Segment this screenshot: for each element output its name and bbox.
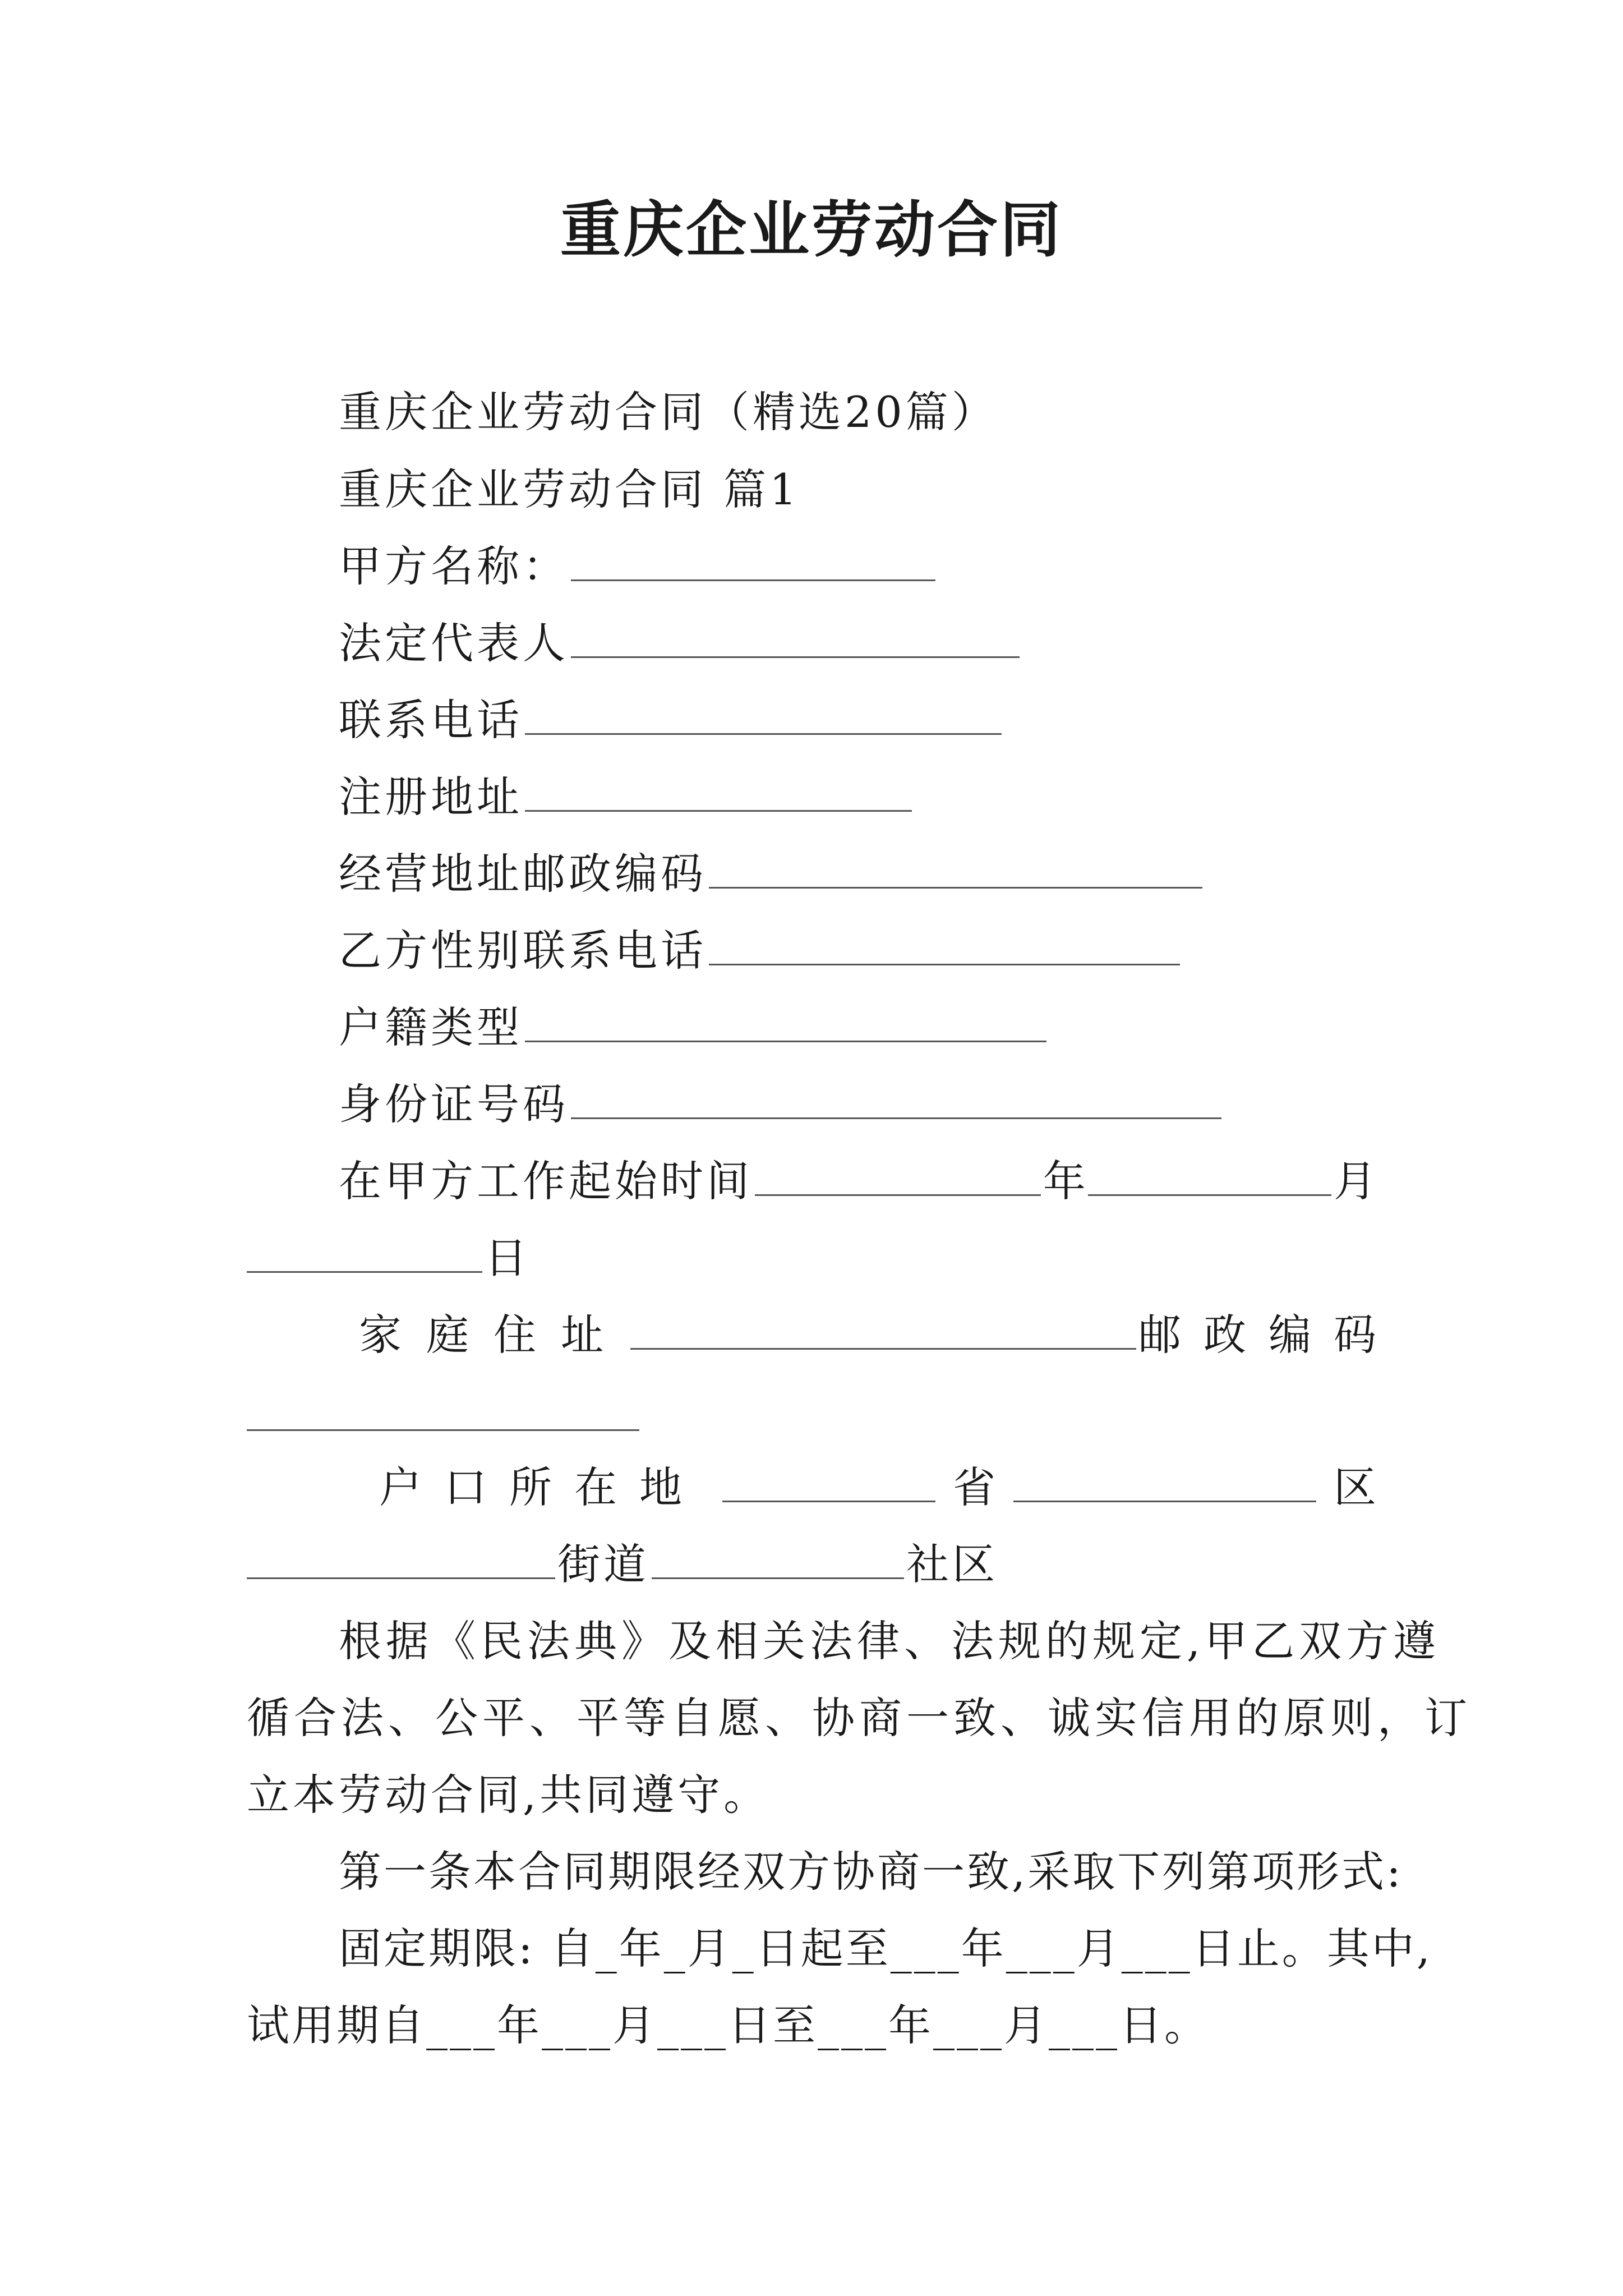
blank-line: [247, 1397, 639, 1431]
blank-line: [652, 1545, 904, 1579]
blank-line: [630, 1315, 1136, 1350]
blank-line: [571, 547, 935, 581]
blank-line: [1013, 1468, 1316, 1502]
blank-line: [525, 777, 912, 812]
field-zip-blank: [247, 1386, 642, 1447]
article-1: 第一条本合同期限经双方协商一致,采取下列第项形式:: [339, 1847, 1403, 1897]
field-start-time: [339, 1151, 1376, 1212]
field-label: 家庭住址: [359, 1310, 628, 1360]
probation-line: 试用期自___年___月___日至___年___月___日。: [247, 2000, 1209, 2050]
month-label: 月: [1334, 1156, 1376, 1206]
blank-line: [247, 1545, 555, 1579]
field-label: 户籍类型: [339, 1002, 523, 1052]
blank-line: [1088, 1162, 1331, 1196]
document-subtitle: 重庆企业劳动合同（精选20篇）: [339, 387, 998, 437]
zip-label: 邮政编码: [1138, 1310, 1399, 1360]
field-label: 联系电话: [339, 695, 523, 745]
field-label: 户口所在地: [379, 1462, 704, 1512]
year-label: 年: [1043, 1156, 1086, 1206]
field-biz-address-zip: [339, 843, 1205, 905]
province-label: 省: [953, 1462, 995, 1512]
field-home-address: [359, 1304, 1399, 1366]
section-heading: 重庆企业劳动合同 篇1: [339, 464, 800, 514]
field-reg-address: [339, 766, 914, 828]
blank-line: [525, 1008, 1046, 1042]
paragraph-intro-line: 循合法、公平、平等自愿、协商一致、诚实信用的原则，订: [247, 1693, 1472, 1743]
field-label: 法定代表人: [339, 618, 569, 668]
day-label: 日: [485, 1233, 531, 1283]
fixed-term-line: 固定期限: 自_年_月_日起至___年___月___日止。其中,: [339, 1924, 1432, 1973]
blank-line: [571, 624, 1020, 658]
field-label: 经营地址邮政编码: [339, 849, 707, 899]
community-label: 社区: [906, 1539, 998, 1589]
field-label: 在甲方工作起始时间: [339, 1156, 753, 1206]
paragraph-intro-line: 立本劳动合同,共同遵守。: [247, 1770, 770, 1820]
blank-line: [755, 1162, 1041, 1196]
blank-line: [571, 1085, 1221, 1119]
blank-line: [709, 854, 1202, 889]
field-legal-rep: [339, 613, 1022, 674]
field-party-b-gender-phone: [339, 920, 1182, 982]
blank-line: [722, 1468, 935, 1502]
document-title: 重庆企业劳动合同: [560, 195, 1063, 265]
field-hukou-type: [339, 997, 1049, 1059]
field-hukou-location: [379, 1457, 1376, 1519]
blank-line: [247, 1239, 482, 1273]
field-id-number: [339, 1074, 1224, 1135]
district-label: 区: [1334, 1462, 1376, 1512]
field-label: 身份证号码: [339, 1079, 569, 1129]
paragraph-intro-line: 根据《民法典》及相关法律、法规的规定,甲乙双方遵: [339, 1616, 1441, 1666]
street-label: 街道: [557, 1539, 649, 1589]
field-phone: [339, 689, 1004, 751]
field-start-day: [247, 1227, 531, 1289]
field-street-community: [247, 1534, 998, 1595]
blank-line: [709, 931, 1180, 965]
field-label: 甲方名称：: [339, 541, 569, 591]
field-label: 乙方性别联系电话: [339, 926, 707, 976]
field-label: 注册地址: [339, 772, 523, 822]
field-party-a-name: [339, 536, 938, 597]
blank-line: [525, 701, 1002, 735]
